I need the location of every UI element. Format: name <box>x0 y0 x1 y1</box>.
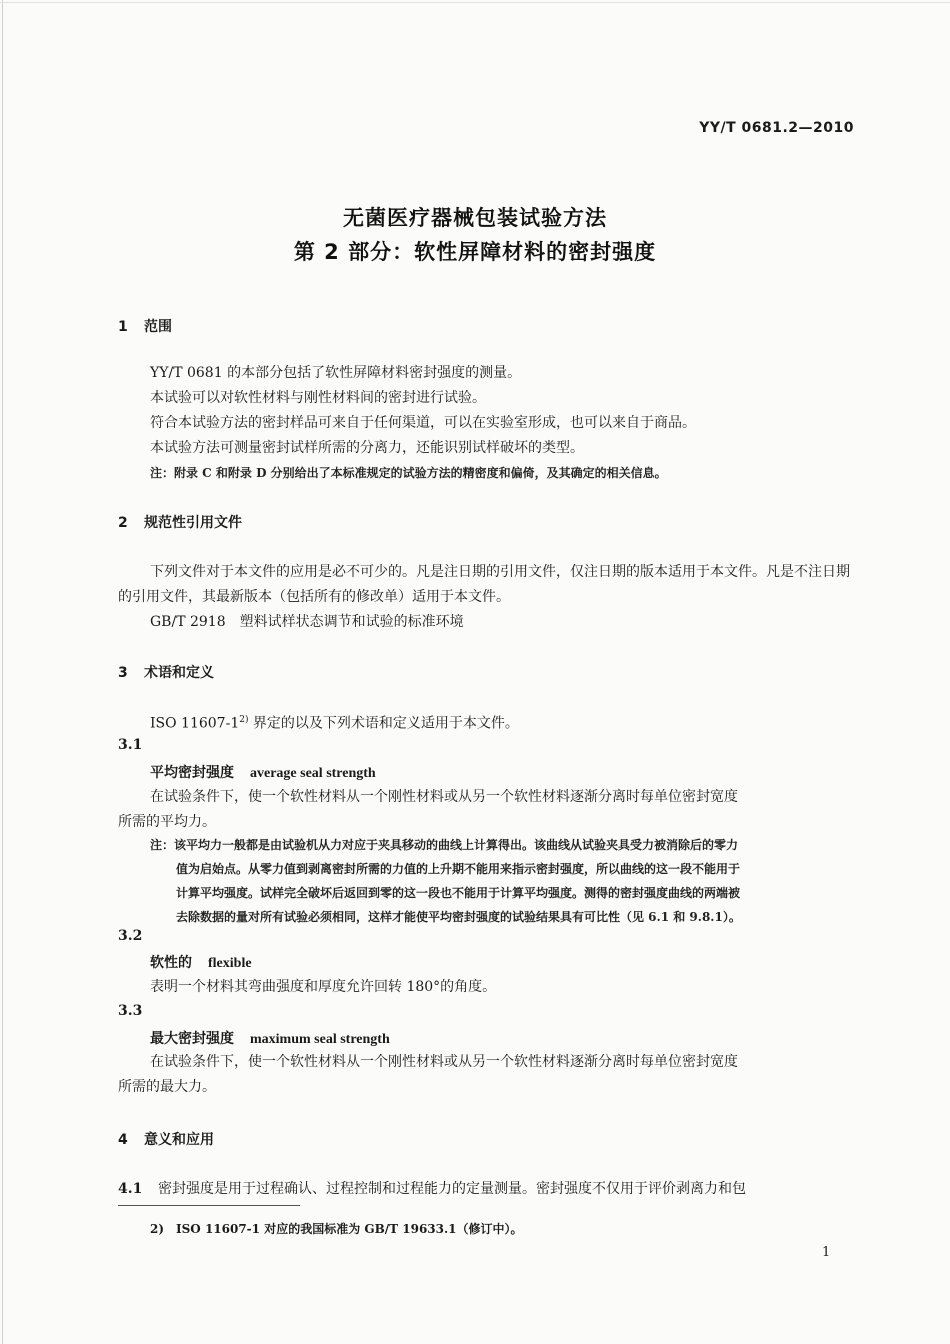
clause-number: 3.2 <box>118 928 143 944</box>
clause-number: 3.1 <box>118 737 143 753</box>
definition-line: 在试验条件下，使一个软性材料从一个刚性材料或从另一个软性材料逐渐分离时每单位密封宽度 <box>150 1054 738 1070</box>
section-title: 范围 <box>144 319 172 335</box>
term-en: flexible <box>208 956 252 971</box>
term-definition <box>118 975 856 1000</box>
note-line: 去除数据的量对所有试验必须相同，这样才能使平均密封强度的试验结果具有可比性（见 6.1 和 9.8.1）。 <box>176 910 741 924</box>
section-number: 2 <box>118 515 128 531</box>
section-title: 意义和应用 <box>144 1132 214 1148</box>
term-heading <box>150 1028 390 1048</box>
scope-para-3: 符合本试验方法的密封样品可来自于任何渠道，可以在实验室形成，也可以来自于商品。 <box>150 415 696 431</box>
definition-line: 在试验条件下，使一个软性材料从一个刚性材料或从另一个软性材料逐渐分离时每单位密封宽度 <box>150 789 738 805</box>
clause-number: 3.3 <box>118 1003 143 1019</box>
definition-line: 所需的平均力。 <box>118 814 216 830</box>
section-1-heading <box>118 316 172 336</box>
clause-4-1 <box>118 1178 746 1198</box>
section-3-heading <box>118 662 214 682</box>
normative-refs-para: 下列文件对于本文件的应用是必不可少的。凡是注日期的引用文件，仅注日期的版本适用于本文件。凡是不注日期的引用文件，其最新版本（包括所有的修改单）适用于本文件。 <box>118 564 850 605</box>
scope-para-4: 本试验方法可测量密封试样所需的分离力，还能识别试样破坏的类型。 <box>150 440 584 456</box>
definition-line: 表明一个材料其弯曲强度和厚度允许回转 180°的角度。 <box>150 979 497 995</box>
section-title: 术语和定义 <box>144 665 214 681</box>
section-number: 1 <box>118 319 128 335</box>
footnote-marker: 2) <box>239 715 249 725</box>
footnote-divider <box>118 1205 300 1206</box>
term-zh: 平均密封强度 <box>150 765 234 781</box>
clause-text: 密封强度是用于过程确认、过程控制和过程能力的定量测量。密封强度不仅用于评价剥离力和包 <box>158 1181 746 1197</box>
section-4-heading <box>118 1129 214 1149</box>
section-number: 4 <box>118 1132 128 1148</box>
scope-para-1: YY/T 0681 的本部分包括了软性屏障材料密封强度的测量。 <box>150 365 522 381</box>
term-definition <box>118 785 856 835</box>
term-definition <box>118 1050 856 1100</box>
footnote: 2) ISO 11607-1 对应的我国标准为 GB/T 19633.1（修订中）。 <box>150 1222 523 1236</box>
section-title: 规范性引用文件 <box>144 515 242 531</box>
clause-number: 4.1 <box>118 1181 143 1197</box>
section-number: 3 <box>118 665 128 681</box>
term-heading <box>150 762 376 782</box>
term-note <box>150 834 856 930</box>
term-zh: 软性的 <box>150 955 192 971</box>
document-title-line1: 无菌医疗器械包装试验方法 <box>343 206 607 230</box>
note-line: 值为启始点。从零力值到剥离密封所需的力值的上升期不能用来指示密封强度，所以曲线的这一段不能用于 <box>176 862 741 876</box>
term-heading <box>150 952 252 972</box>
document-title-line2: 第 2 部分：软性屏障材料的密封强度 <box>293 240 657 264</box>
section-2-heading <box>118 512 242 532</box>
note-line: 注：该平均力一般都是由试验机从力对应于夹具移动的曲线上计算得出。该曲线从试验夹具受力被消除后的零力 <box>150 838 739 852</box>
term-zh: 最大密封强度 <box>150 1031 234 1047</box>
scan-edge-top <box>0 2 950 3</box>
scope-para-2: 本试验可以对软性材料与刚性材料间的密封进行试验。 <box>150 390 486 406</box>
term-en: maximum seal strength <box>250 1032 390 1047</box>
standard-code: YY/T 0681.2—2010 <box>699 120 854 136</box>
terms-intro-text: 界定的以及下列术语和定义适用于本文件。 <box>248 715 519 732</box>
definition-line: 所需的最大力。 <box>118 1079 216 1095</box>
page-number: 1 <box>822 1245 831 1260</box>
scope-note: 注：附录 C 和附录 D 分别给出了本标准规定的试验方法的精密度和偏倚，及其确定的相关信息。 <box>150 466 667 480</box>
terms-intro-ref: ISO 11607-1 <box>150 715 240 732</box>
terms-intro <box>150 710 519 734</box>
term-en: average seal strength <box>250 766 376 781</box>
normative-ref-item: GB/T 2918 塑料试样状态调节和试验的标准环境 <box>150 614 464 630</box>
note-line: 计算平均强度。试样完全破坏后返回到零的这一段也不能用于计算平均强度。测得的密封强度曲线的两端被 <box>176 886 741 900</box>
